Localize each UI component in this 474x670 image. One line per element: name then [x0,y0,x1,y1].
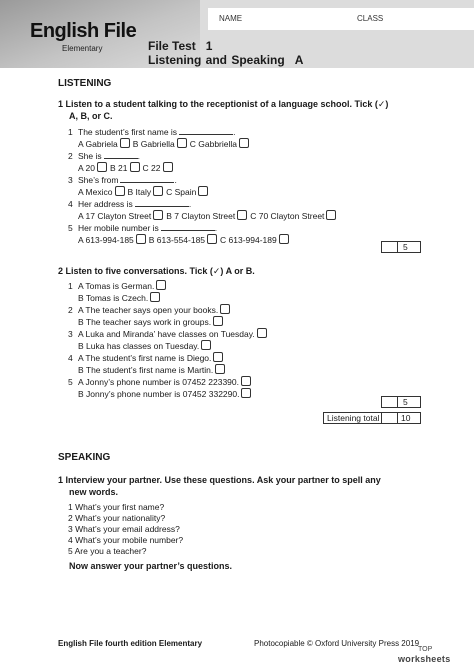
option-label: B Gabriella [132,139,175,149]
tick-box[interactable] [241,376,251,386]
period: . [188,199,192,209]
answer-blank[interactable] [135,198,192,209]
tick-box[interactable] [177,138,187,148]
speaking-question: 5 Are you a teacher? [68,546,147,556]
option-label: A Gabriela [78,139,118,149]
tick-box[interactable] [163,162,173,172]
tick-box[interactable] [239,138,249,148]
footer-left: English File fourth edition Elementary [58,639,203,648]
q1-item-prompt-text: Her address is [78,199,133,209]
test-subtitle [148,53,303,67]
listening-total-box [397,412,421,424]
tick-box[interactable] [115,186,125,196]
q2-score-box [397,396,421,408]
tick-box[interactable] [326,210,336,220]
tick-box[interactable] [241,388,251,398]
class-label: CLASS [357,14,384,23]
tick-box[interactable] [279,234,289,244]
tick-box[interactable] [207,234,217,244]
option-label: C 70 Clayton Street [250,211,325,221]
option-label: C Spain [166,187,197,197]
test-title: File Test 1 [148,39,213,53]
q2-item-option-a [68,376,270,388]
speaking-q1-line1: 1 Interview your partner. Use these questions. Ask your partner to spell any [58,475,381,485]
q2-option-b-text: B The teacher says work in groups. [78,317,212,327]
speaking-followup: Now answer your partner’s questions. [69,561,233,571]
tick-box[interactable] [97,162,107,172]
q2-item-option-a [68,328,270,340]
q1-items [68,126,339,246]
option-label: B 21 [110,163,128,173]
tick-box[interactable] [237,210,247,220]
q2-instruction: 2 Listen to five conversations. Tick (✓) A or B. [58,266,255,276]
q1-item-prompt-text: Her mobile number is [78,223,159,233]
q1-item-prompt [68,198,339,210]
q1-score-box [397,241,421,253]
test-subtitle-text: Listening and Speaking [148,53,285,67]
q1-item-options [68,138,339,150]
tick-box[interactable] [130,162,140,172]
speaking-questions [68,502,183,557]
q1-instruction-line2: A, B, or C. [69,111,113,121]
q1-item-number: 1 [68,127,73,137]
q1-score: 5 [403,242,408,252]
q1-item-prompt-text: The student’s first name is [78,127,178,137]
tick-box[interactable] [215,364,225,374]
q1-item-prompt-text: She’s from [78,175,119,185]
q2-item-option-b [68,316,270,328]
logo-title: English File [30,20,137,42]
q2-item-number: 2 [68,305,73,315]
q1-item-prompt [68,150,339,162]
q2-item-number: 3 [68,329,73,339]
q1-item-number: 4 [68,199,73,209]
q2-option-a-text: A Luka and Miranda’ have classes on Tuesday. [78,329,255,339]
option-label: A 20 [78,163,96,173]
q1-item-number: 2 [68,151,73,161]
logo-subtitle: Elementary [62,44,103,53]
listening-total-label-box [323,412,383,424]
option-label: C Gabbriella [189,139,238,149]
period: . [214,223,218,233]
name-label: NAME [219,14,243,23]
speaking-heading: SPEAKING [58,452,111,463]
q1-item-options [68,210,339,222]
q1-item-options [68,162,339,174]
option-label: A 613-994-185 [78,235,134,245]
listening-heading: LISTENING [58,78,112,89]
q1-item-number: 3 [68,175,73,185]
q1-item-options [68,234,339,246]
footer-right: Photocopiable © Oxford University Press 2019 [254,639,420,648]
q1-item-prompt [68,174,339,186]
q1-item-options [68,186,339,198]
tick-box[interactable] [198,186,208,196]
tick-box[interactable] [213,316,223,326]
tick-box[interactable] [136,234,146,244]
watermark-top: TOP [418,646,433,653]
q2-option-a-text: A Tomas is German. [78,281,155,291]
q2-item-option-a [68,280,270,292]
speaking-question: 1 What’s your first name? [68,502,165,512]
test-version: A [294,53,304,67]
q2-item-option-b [68,388,270,400]
q2-item-option-b [68,292,270,304]
period: . [174,175,177,185]
q2-score: 5 [403,397,408,407]
speaking-question: 3 What’s your email address? [68,524,180,534]
name-class-field[interactable] [208,8,474,30]
option-label: C 22 [142,163,161,173]
q1-item-prompt [68,222,339,234]
tick-box[interactable] [156,280,166,290]
answer-blank[interactable] [161,222,218,233]
q1-item-number: 5 [68,223,73,233]
speaking-q1-line2: new words. [69,487,119,497]
q2-item-number: 1 [68,281,73,291]
q2-item-number: 5 [68,377,73,387]
q1-item-prompt [68,126,339,138]
q2-item-option-b [68,340,270,352]
period: . [233,127,236,137]
q2-item-number: 4 [68,353,73,363]
period: . [137,151,140,161]
option-label: C 613-994-189 [220,235,277,245]
option-label: B Italy [127,187,152,197]
q2-item-option-a [68,352,270,364]
speaking-question: 4 What’s your mobile number? [68,535,184,545]
watermark-worksheets: worksheets [398,654,451,664]
answer-blank[interactable] [179,126,236,137]
tick-box[interactable] [153,186,163,196]
tick-box[interactable] [220,304,230,314]
speaking-question: 2 What’s your nationality? [68,513,166,523]
option-label: B 613-554-185 [148,235,206,245]
tick-box[interactable] [257,328,267,338]
answer-blank[interactable] [104,150,138,159]
option-label: A Mexico [78,187,113,197]
listening-total-label: Listening total [327,413,380,423]
q1-item-prompt-text: She is [78,151,102,161]
q2-option-b-text: B Tomas is Czech. [78,293,149,303]
q2-item-option-a [68,304,270,316]
q2-item-option-b [68,364,270,376]
tick-box[interactable] [201,340,211,350]
option-label: B 7 Clayton Street [166,211,236,221]
q2-option-b-text: B The student’s first name is Martin. [78,365,214,375]
q1-instruction-line1: 1 Listen to a student talking to the receptionist of a language school. Tick (✓) [58,99,389,109]
q2-option-a-text: A The teacher says open your books. [78,305,219,315]
tick-box[interactable] [213,352,223,362]
option-label: A 17 Clayton Street [78,211,152,221]
speaking-q1-instruction [58,474,381,498]
q2-option-a-text: A Jonny’s phone number is 07452 223390. [78,377,239,387]
listening-total-score: 10 [401,413,411,423]
q2-option-b-text: B Jonny’s phone number is 07452 332290. [78,389,240,399]
tick-box[interactable] [150,292,160,302]
q2-option-a-text: A The student’s first name is Diego. [78,353,212,363]
q2-items [68,280,270,400]
tick-box[interactable] [120,138,130,148]
q1-instruction [58,98,388,122]
tick-box[interactable] [153,210,163,220]
q2-option-b-text: B Luka has classes on Tuesday. [78,341,200,351]
answer-blank[interactable] [120,174,177,185]
